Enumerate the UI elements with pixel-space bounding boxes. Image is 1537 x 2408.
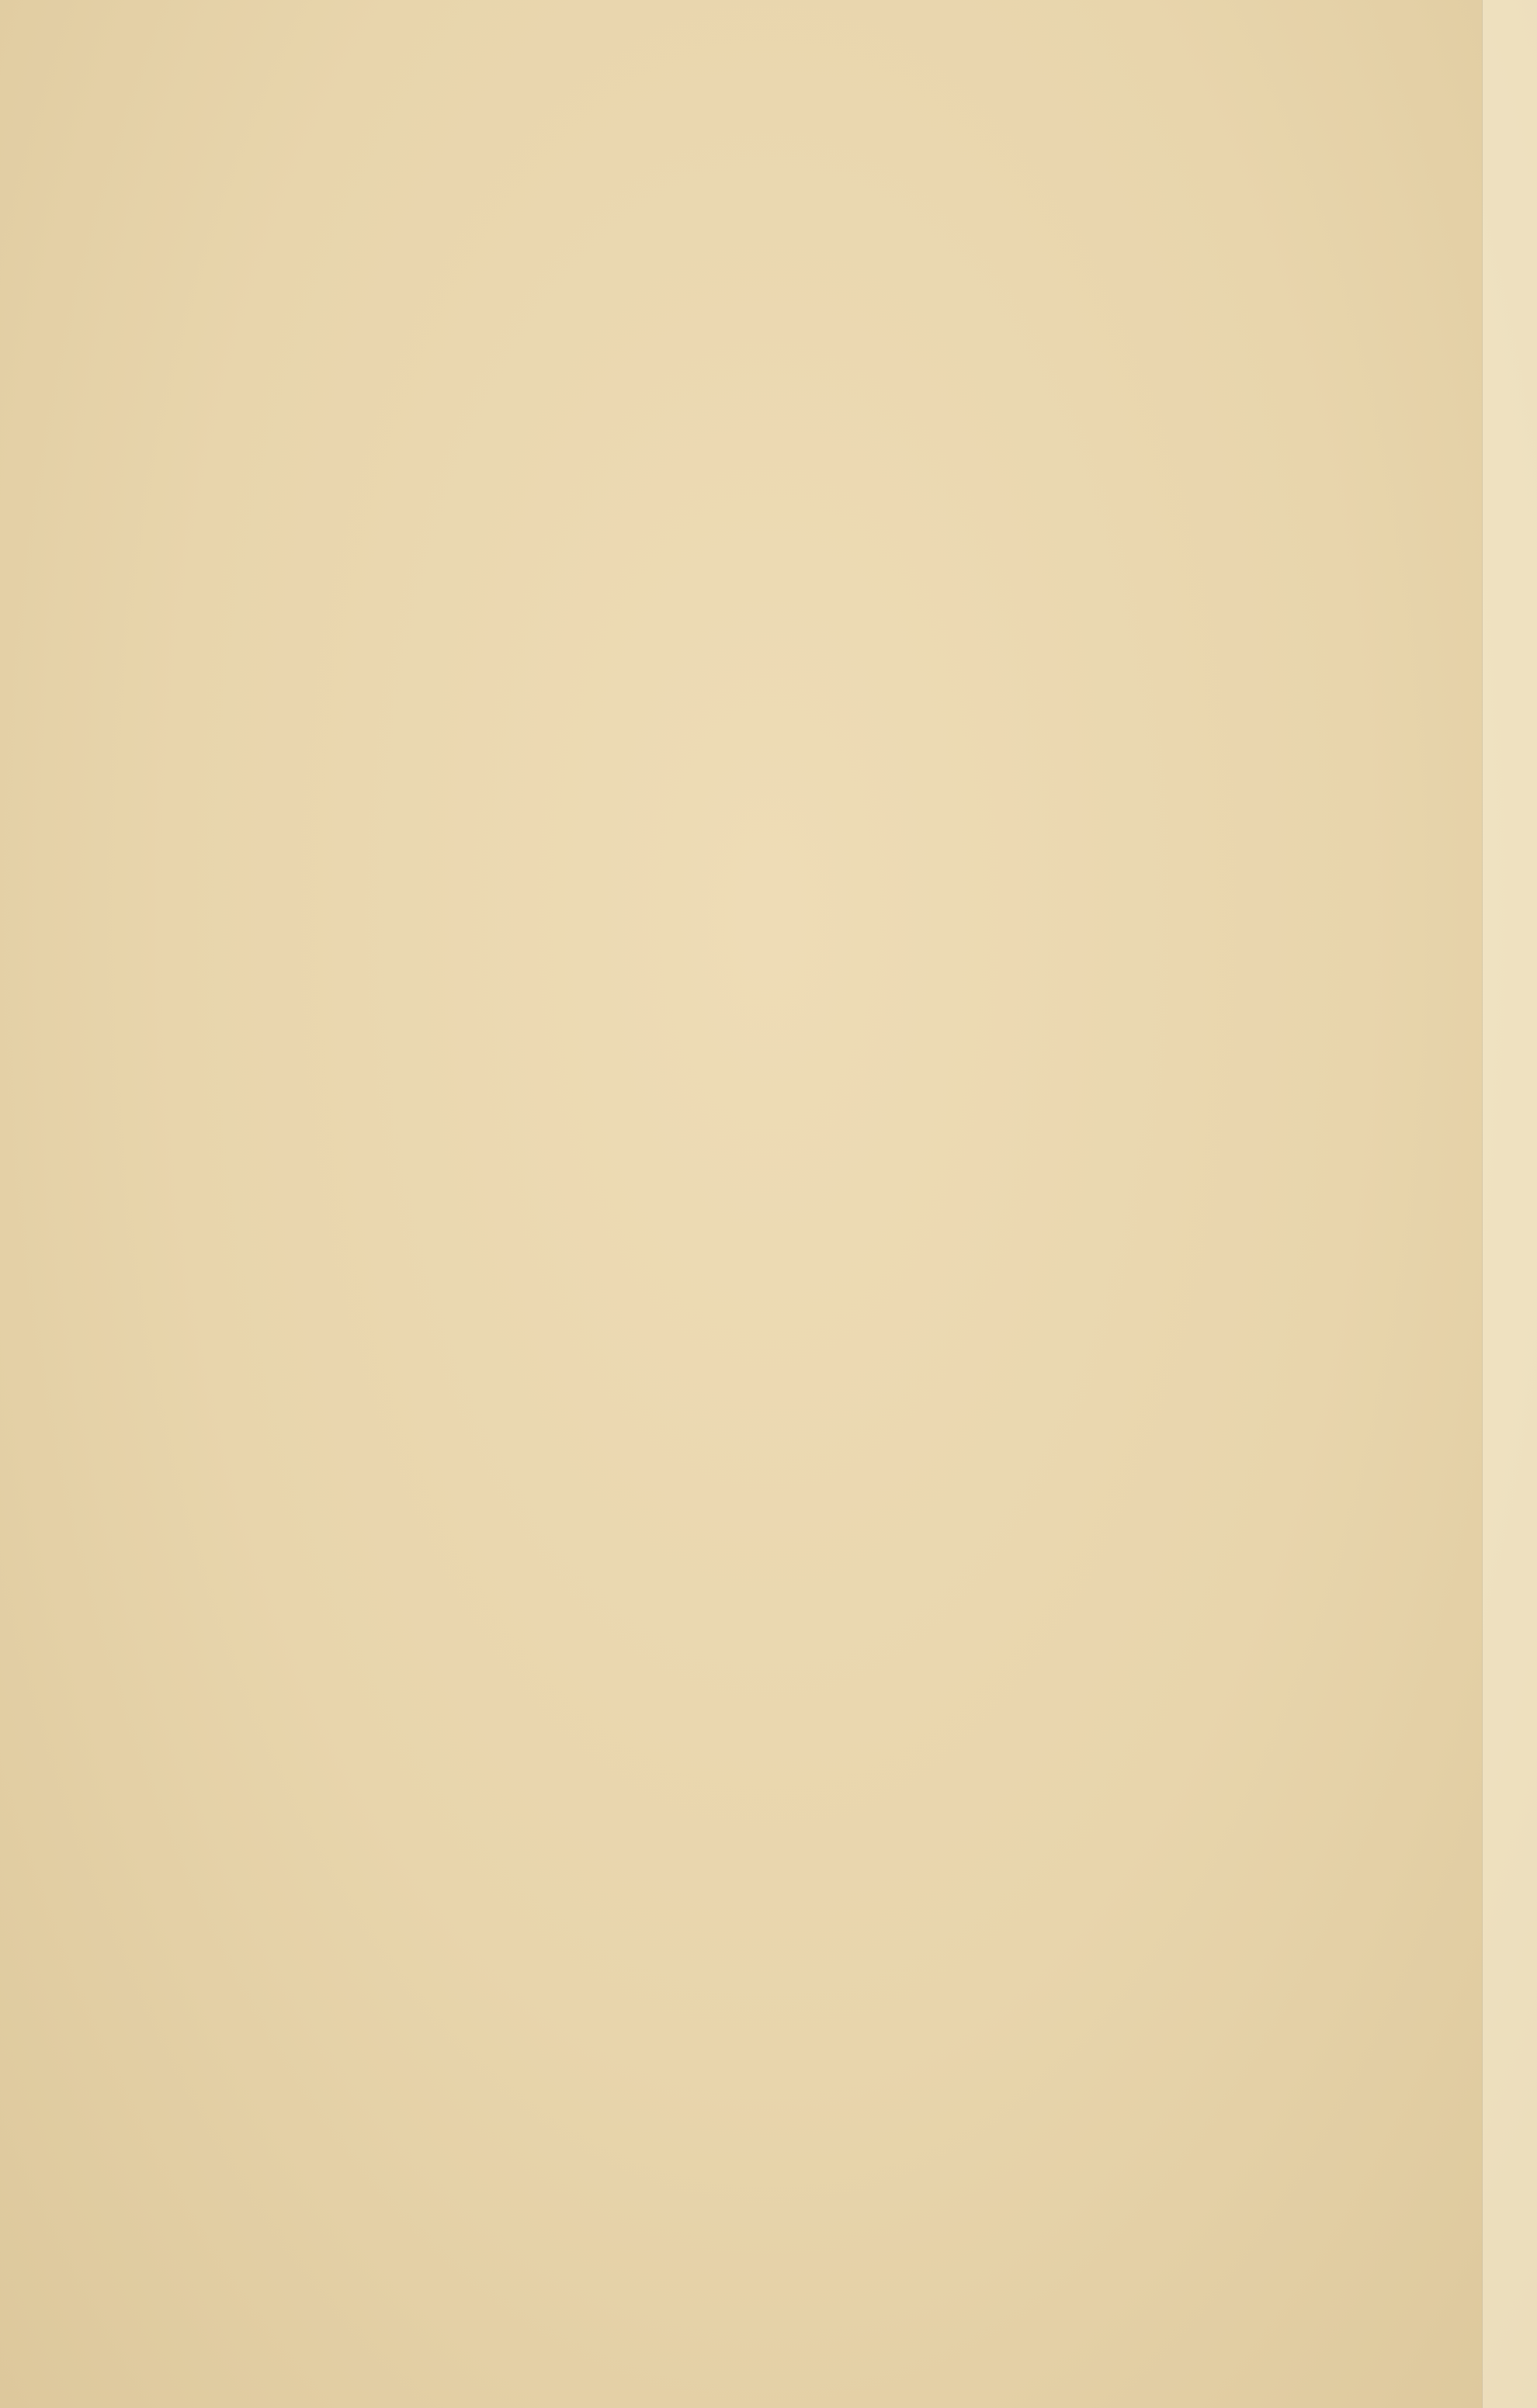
page-edge — [1482, 0, 1537, 2408]
song-meta-row — [186, 1515, 1397, 1552]
song-heading — [186, 1422, 1397, 1492]
